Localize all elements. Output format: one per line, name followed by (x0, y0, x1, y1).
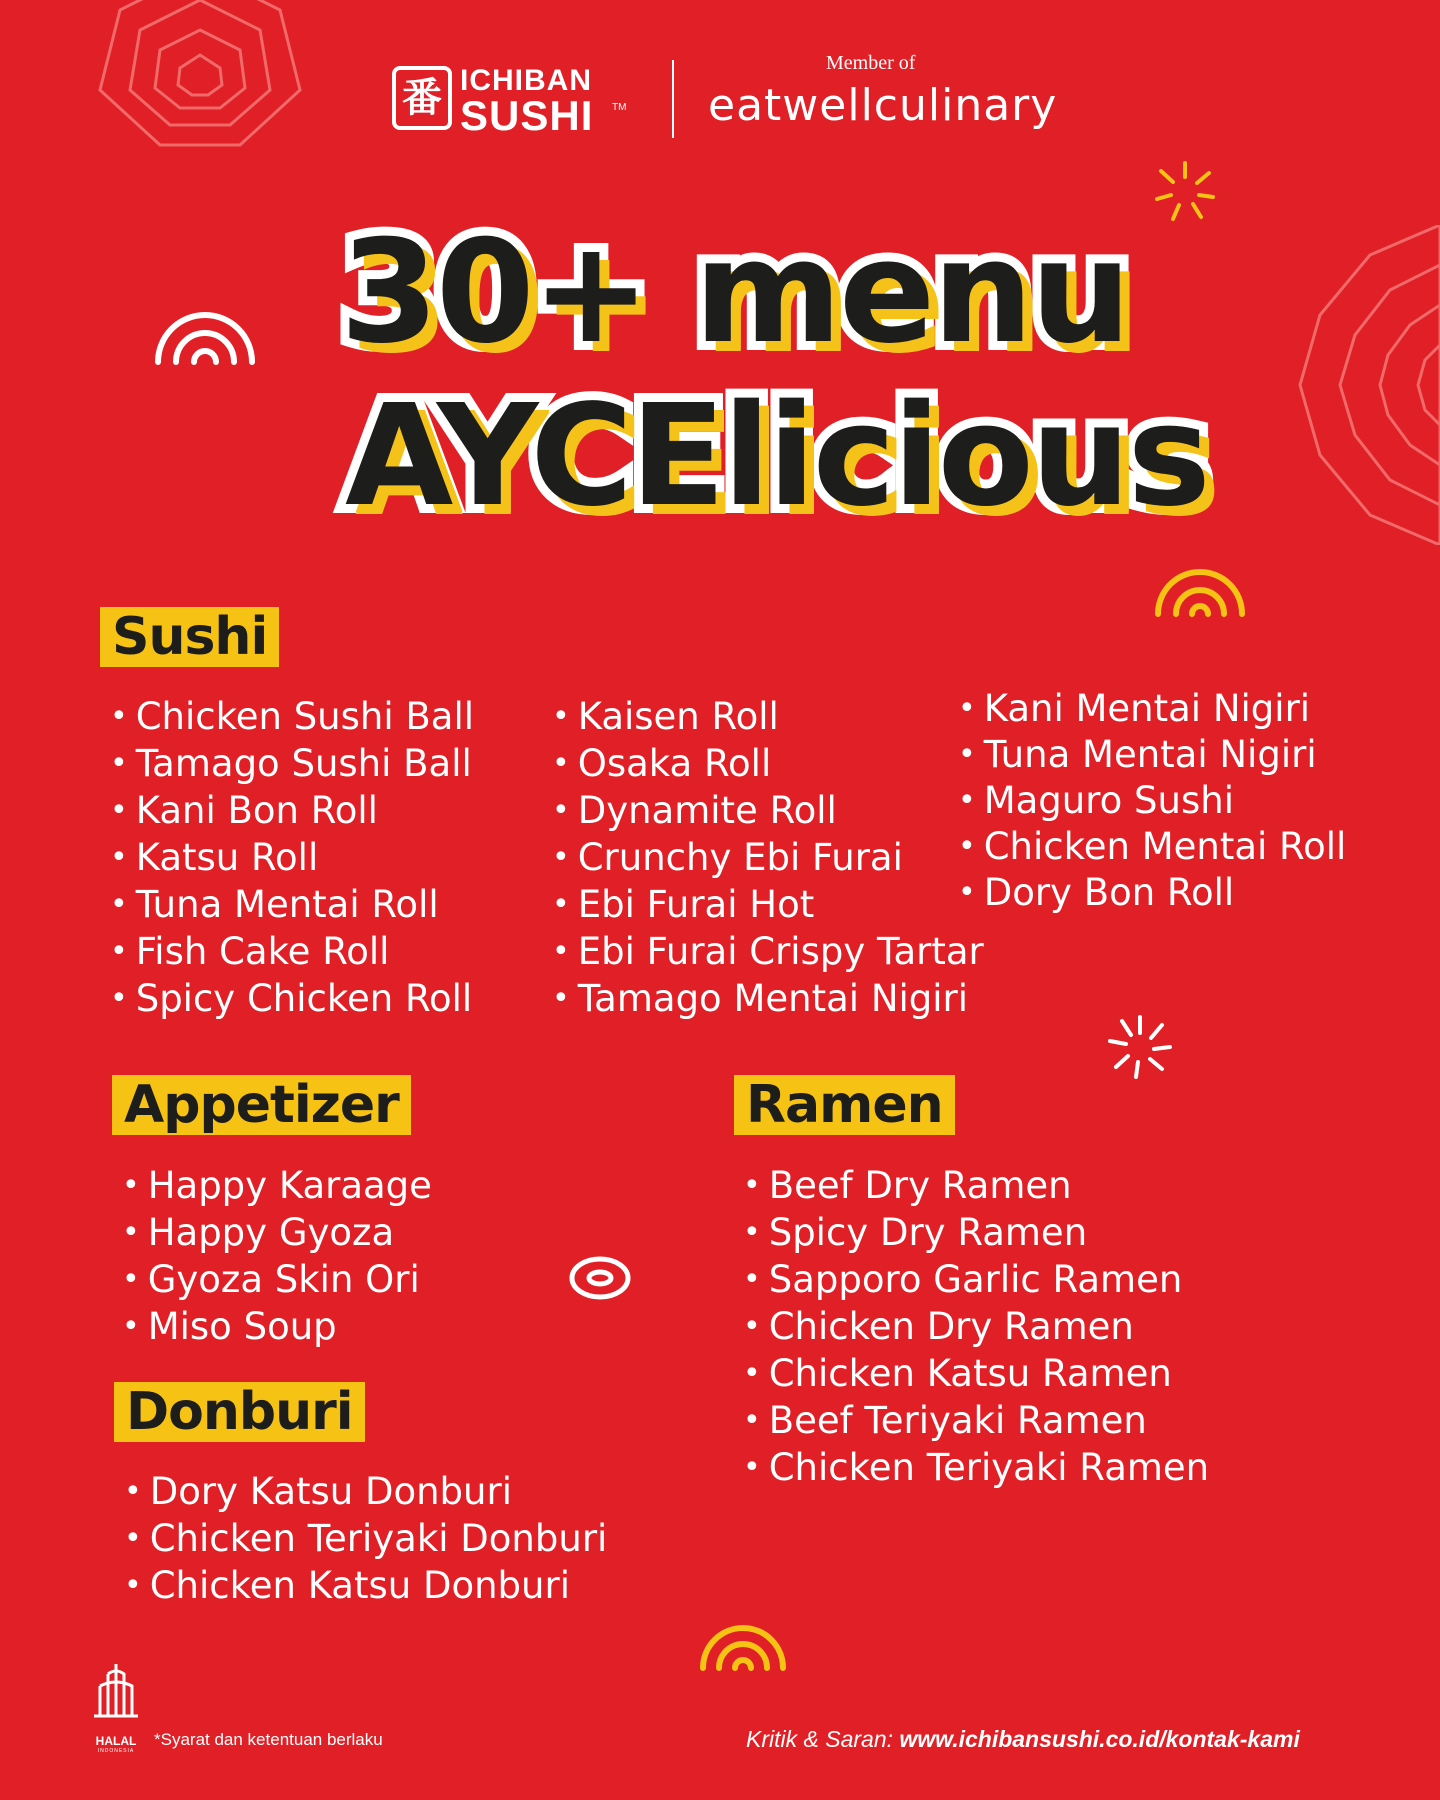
headline-line2: AYCElicious (345, 375, 1208, 538)
swirl-icon (568, 1255, 632, 1301)
list-item: • Ebi Furai Crispy Tartar (552, 928, 984, 975)
list-item: • Spicy Chicken Roll (110, 975, 474, 1022)
list-item: • Tamago Sushi Ball (110, 740, 474, 787)
list-item: • Chicken Katsu Donburi (124, 1562, 607, 1609)
contact-link[interactable]: www.ichibansushi.co.id/kontak-kami (899, 1726, 1300, 1752)
sushi-list-col3 (958, 686, 1346, 916)
rainbow-arc-icon (695, 1598, 790, 1673)
list-item: • Happy Gyoza (122, 1209, 432, 1256)
list-item: • Sapporo Garlic Ramen (743, 1256, 1209, 1303)
halal-label: HALAL (95, 1734, 137, 1748)
list-item: • Chicken Teriyaki Donburi (124, 1515, 607, 1562)
rainbow-arc-icon (1150, 550, 1250, 620)
list-item: • Fish Cake Roll (110, 928, 474, 975)
section-title-appetizer: Appetizer (112, 1075, 411, 1135)
list-item: • Crunchy Ebi Furai (552, 834, 984, 881)
brand-name-line2: SUSHI (460, 92, 594, 139)
ichiban-sushi-logo (392, 62, 627, 139)
list-item: • Tuna Mentai Nigiri (958, 732, 1346, 778)
sushi-list-col2 (552, 693, 984, 1022)
list-item: • Miso Soup (122, 1303, 432, 1350)
member-of-label: Member of (826, 52, 916, 74)
pattern-medallion-icon (80, 0, 320, 150)
sparkle-burst-icon (1105, 1012, 1175, 1082)
halal-logo-icon (86, 1660, 146, 1754)
section-title-ramen: Ramen (734, 1075, 955, 1135)
list-item: • Beef Dry Ramen (743, 1162, 1209, 1209)
donburi-list (124, 1468, 607, 1609)
list-item: • Kani Bon Roll (110, 787, 474, 834)
section-title-donburi: Donburi (114, 1382, 365, 1442)
footer-contact (746, 1726, 1300, 1753)
list-item: • Dory Bon Roll (958, 870, 1346, 916)
list-item: • Dory Katsu Donburi (124, 1468, 607, 1515)
halal-sub-label: INDONESIA (97, 1748, 135, 1754)
list-item: • Osaka Roll (552, 740, 984, 787)
sparkle-burst-icon (1150, 158, 1220, 224)
list-item: • Chicken Sushi Ball (110, 693, 474, 740)
trademark-symbol: TM (612, 102, 627, 113)
list-item: • Kani Mentai Nigiri (958, 686, 1346, 732)
rainbow-arc-icon (150, 298, 260, 368)
list-item: • Chicken Mentai Roll (958, 824, 1346, 870)
sushi-list-col1 (110, 693, 474, 1022)
list-item: • Chicken Teriyaki Ramen (743, 1444, 1209, 1491)
header-divider (672, 60, 674, 138)
logo-mark-icon: 番 (392, 66, 452, 130)
contact-label: Kritik & Saran: (746, 1726, 900, 1752)
list-item: • Tamago Mentai Nigiri (552, 975, 984, 1022)
list-item: • Ebi Furai Hot (552, 881, 984, 928)
appetizer-list (122, 1162, 432, 1350)
list-item: • Chicken Dry Ramen (743, 1303, 1209, 1350)
disclaimer-text: *Syarat dan ketentuan berlaku (154, 1730, 383, 1749)
list-item: • Kaisen Roll (552, 693, 984, 740)
list-item: • Chicken Katsu Ramen (743, 1350, 1209, 1397)
list-item: • Beef Teriyaki Ramen (743, 1397, 1209, 1444)
headline-line1: 30+ menu (340, 210, 1129, 375)
section-title-sushi: Sushi (100, 607, 279, 667)
list-item: • Dynamite Roll (552, 787, 984, 834)
eatwell-culinary-logo: eatwellculinary (708, 80, 1058, 131)
list-item: • Katsu Roll (110, 834, 474, 881)
list-item: • Maguro Sushi (958, 778, 1346, 824)
list-item: • Spicy Dry Ramen (743, 1209, 1209, 1256)
brand-name-line1: ICHIBAN (460, 64, 592, 97)
list-item: • Tuna Mentai Roll (110, 881, 474, 928)
list-item: • Happy Karaage (122, 1162, 432, 1209)
list-item: • Gyoza Skin Ori (122, 1256, 432, 1303)
ramen-list (743, 1162, 1209, 1491)
pattern-medallion-icon (1280, 225, 1440, 545)
